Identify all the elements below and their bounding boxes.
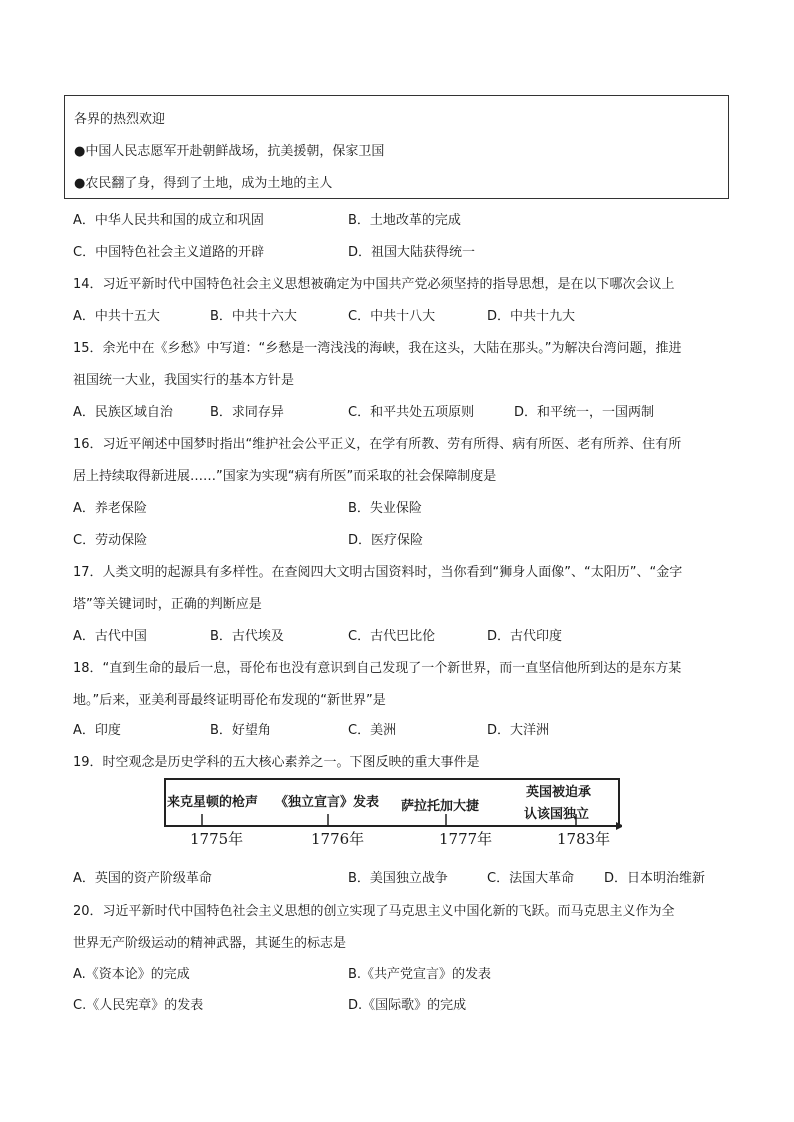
q16-option-c[interactable]: C．劳动保险 (73, 533, 148, 548)
q20-option-a[interactable]: A.《资本论》的完成 (73, 967, 190, 982)
box-line: ●中国人民志愿军开赴朝鲜战场，抗美援朝，保家卫国 (74, 144, 385, 159)
q19-option-c[interactable]: C．法国大革命 (487, 871, 575, 886)
q16-stem-line1: 16．习近平阐述中国梦时指出“维护社会公平正义，在学有所教、劳有所得、病有所医、老有所养、住有所 (73, 437, 682, 452)
q18-option-c[interactable]: C．美洲 (348, 723, 397, 738)
q15-option-d[interactable]: D．和平统一，一国两制 (514, 405, 655, 420)
q16-stem-line2: 居上持续取得新进展……”国家为实现“病有所医”而采取的社会保障制度是 (73, 469, 497, 484)
q17-stem-line1: 17．人类文明的起源具有多样性。在查阅四大文明古国资料时，当你看到“狮身人面像”、“太阳历”、“金字 (73, 565, 683, 580)
quote-box (64, 95, 729, 199)
q17-option-d[interactable]: D．古代印度 (487, 629, 563, 644)
q15-stem-line1: 15．余光中在《乡愁》中写道：“乡愁是一湾浅浅的海峡，我在这头，大陆在那头。”为解决台湾问题，推进 (73, 341, 682, 356)
q18-option-b[interactable]: B．好望角 (210, 723, 271, 738)
box-line: ●农民翻了身，得到了土地，成为土地的主人 (74, 176, 333, 191)
q18-stem-line1: 18．“直到生命的最后一息，哥伦布也没有意识到自己发现了一个新世界，而一直坚信他所到达的是东方某 (73, 661, 682, 676)
q16-option-d[interactable]: D．医疗保险 (348, 533, 424, 548)
q16-option-b[interactable]: B．失业保险 (348, 501, 422, 516)
timeline-event-saratoga: 萨拉托加大捷 (401, 799, 480, 814)
q20-stem-line2: 世界无产阶级运动的精神武器，其诞生的标志是 (73, 936, 347, 951)
q18-option-d[interactable]: D．大洋洲 (487, 723, 550, 738)
q19-option-b[interactable]: B．美国独立战争 (348, 871, 448, 886)
q17-option-b[interactable]: B．古代埃及 (210, 629, 284, 644)
q14-option-d[interactable]: D．中共十九大 (487, 309, 576, 324)
timeline-figure (164, 778, 622, 848)
q15-stem-line2: 祖国统一大业，我国实行的基本方针是 (73, 373, 295, 388)
box-line: 各界的热烈欢迎 (74, 112, 166, 127)
q16-option-a[interactable]: A．养老保险 (73, 501, 147, 516)
q15-option-a[interactable]: A．民族区域自治 (73, 405, 173, 420)
q18-stem-line2: 地。”后来，亚美利哥最终证明哥伦布发现的“新世界”是 (73, 693, 386, 708)
q20-option-c[interactable]: C.《人民宪章》的发表 (73, 998, 204, 1013)
q19-option-d[interactable]: D．日本明治维新 (604, 871, 706, 886)
q13-option-b[interactable]: B．土地改革的完成 (348, 213, 461, 228)
q13-option-d[interactable]: D．祖国大陆获得统一 (348, 245, 476, 260)
q20-option-d[interactable]: D.《国际歌》的完成 (348, 998, 467, 1013)
q18-option-a[interactable]: A．印度 (73, 723, 121, 738)
q19-stem: 19．时空观念是历史学科的五大核心素养之一。下图反映的重大事件是 (73, 755, 480, 770)
q15-option-c[interactable]: C．和平共处五项原则 (348, 405, 475, 420)
timeline-event-independence-2: 认该国独立 (524, 807, 590, 822)
q15-option-b[interactable]: B．求同存异 (210, 405, 284, 420)
q14-option-b[interactable]: B．中共十六大 (210, 309, 297, 324)
timeline-event-declaration: 《独立宣言》发表 (275, 795, 380, 810)
q20-stem-line1: 20．习近平新时代中国特色社会主义思想的创立实现了马克思主义中国化新的飞跃。而马克思主义作为全 (73, 904, 675, 919)
timeline-year-1777: 1777年 (439, 830, 493, 848)
timeline-year-1783: 1783年 (557, 830, 611, 848)
q17-option-a[interactable]: A．古代中国 (73, 629, 147, 644)
q14-option-c[interactable]: C．中共十八大 (348, 309, 436, 324)
timeline-year-1775: 1775年 (190, 830, 244, 848)
timeline-year-1776: 1776年 (311, 830, 365, 848)
q13-option-a[interactable]: A．中华人民共和国的成立和巩固 (73, 213, 264, 228)
q14-stem: 14．习近平新时代中国特色社会主义思想被确定为中国共产党必须坚持的指导思想，是在以下哪次会议上 (73, 277, 675, 292)
q17-stem-line2: 塔”等关键词时，正确的判断应是 (73, 597, 262, 612)
q14-option-a[interactable]: A．中共十五大 (73, 309, 160, 324)
q19-option-a[interactable]: A．英国的资产阶级革命 (73, 871, 212, 886)
q13-option-c[interactable]: C．中国特色社会主义道路的开辟 (73, 245, 265, 260)
q17-option-c[interactable]: C．古代巴比伦 (348, 629, 436, 644)
timeline-event-lexington: 来克星顿的枪声 (167, 795, 259, 810)
timeline-event-independence-1: 英国被迫承 (526, 785, 592, 800)
q20-option-b[interactable]: B.《共产党宣言》的发表 (348, 967, 492, 982)
